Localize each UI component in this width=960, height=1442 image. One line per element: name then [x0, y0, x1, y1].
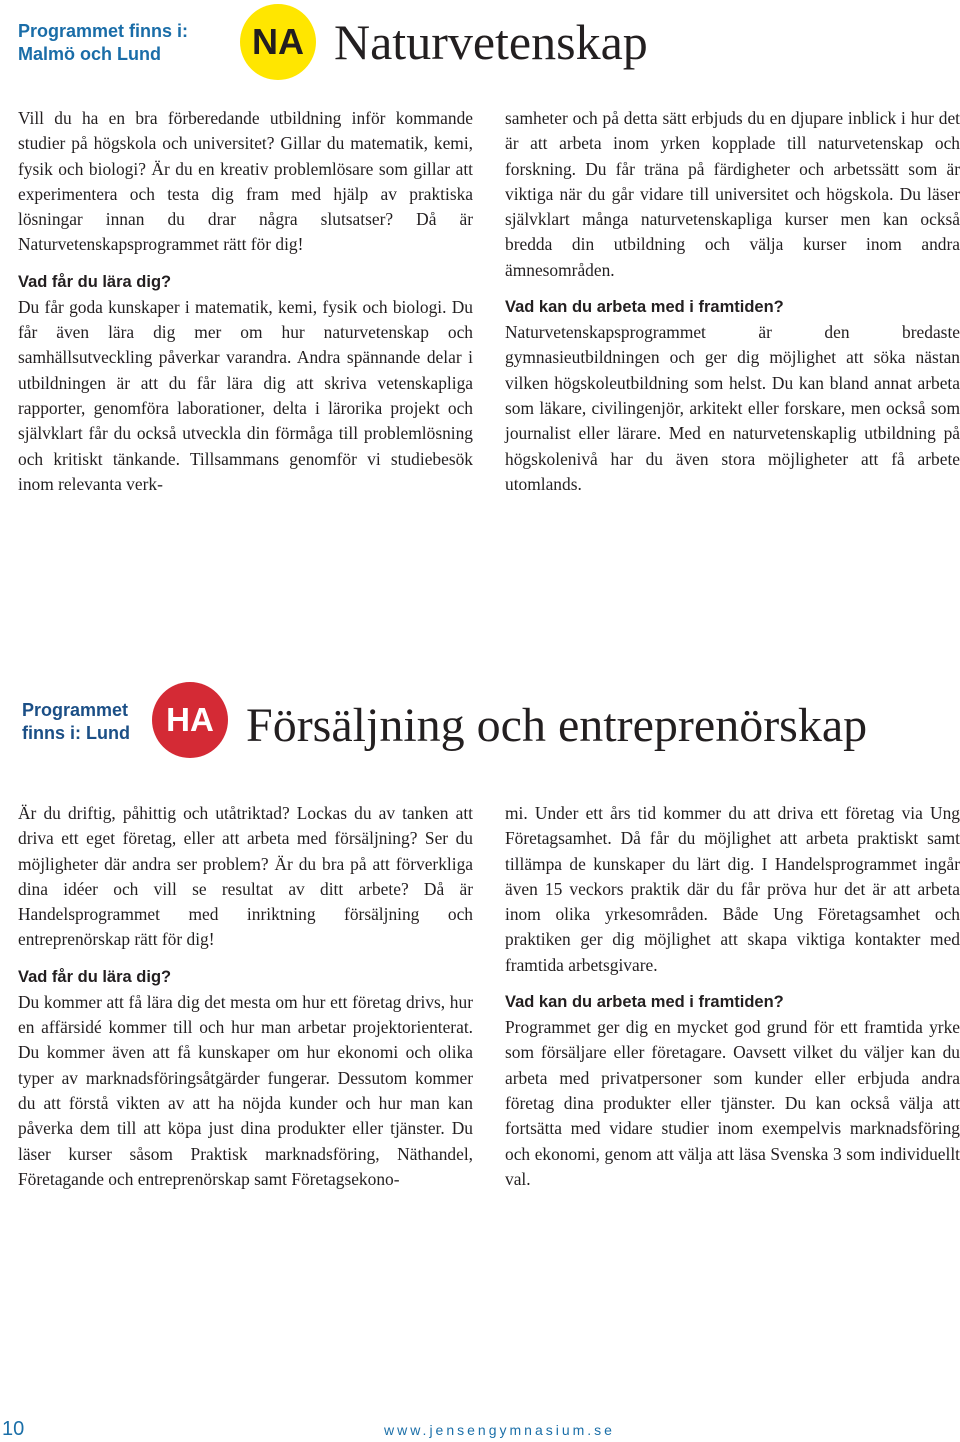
na-right-column	[505, 106, 960, 497]
ha-right-column	[505, 801, 960, 1192]
na-title: Naturvetenskap	[334, 14, 648, 70]
ha-location-line1: Programmet	[22, 700, 129, 720]
page-number: 10	[2, 1418, 25, 1440]
na-learn-heading: Vad får du lära dig?	[18, 272, 172, 291]
ha-left-column	[18, 801, 473, 1192]
na-work-text: Naturvetenskapsprogrammet är den bredaste gymnasieutbildningen och ger dig möjlighet att söka nästan vilken högskoleutbildning som helst. Du kan bland annat arbeta som läkare, civilingenjör, arkitekt eller forskare, men också som journalist eller lärare. Med en naturvetenskaplig utbildning på högskolenivå har du även stora möjligheter att få arbete utomlands.	[505, 322, 960, 494]
ha-learn-heading: Vad får du lära dig?	[18, 967, 172, 986]
ha-title: Försäljning och entreprenörskap	[246, 699, 868, 752]
na-left-column	[18, 106, 473, 497]
ha-badge: HA	[152, 682, 228, 758]
na-location	[18, 20, 188, 66]
na-badge: NA	[240, 4, 316, 80]
na-location-line1: Programmet finns i:	[18, 21, 189, 41]
footer-url[interactable]: www.jensengymnasium.se	[384, 1422, 615, 1438]
na-location-line2: Malmö och Lund	[18, 44, 161, 64]
na-learn-text-right: samheter och på detta sätt erbjuds du en djupare inblick i hur det är att arbeta inom yrken kopplade till naturvetenskap och forskning. Du får träna på färdigheter och arbetssätt som är viktiga när du går vidare till universitet och högskola. Du läser självklart många naturvetenskapliga kurser men kan också bredda din utbildning och välja kurser inom andra ämnesområden.	[505, 108, 960, 280]
ha-work-heading: Vad kan du arbeta med i framtiden?	[505, 993, 784, 1012]
ha-intro: Är du driftig, påhittig och utåtriktad? Lockas du av tanken att driva ett eget företag, eller att arbeta med försäljning? Ser du möjligheter där andra ser problem? Är du bra på att förverkliga dina idéer och vill se resultat av ditt arbete? Då är Handelsprogrammet med inriktning försäljning och entreprenörskap rätt för dig!	[18, 803, 473, 950]
ha-location-line2: finns i: Lund	[22, 723, 130, 743]
na-work-heading: Vad kan du arbeta med i framtiden?	[505, 298, 784, 317]
ha-location	[22, 699, 130, 745]
ha-learn-text-left: Du kommer att få lära dig det mesta om hur ett företag drivs, hur en affärsidé kommer till och hur man arbetar projektorienterat. Du kommer även att få kunskaper om hur ekonomi och olika typer av marknadsföringsåtgärder fungerar. Dessutom kommer du att förstå vikten av att ha nöjda kunder och hur man kan påverka dem till att köpa just dina produkter eller tjänster. Du läser kurser såsom Praktisk marknadsföring, Näthandel, Företagande och entreprenörskap samt Företagsekono-	[18, 991, 473, 1189]
ha-learn-text-right: mi. Under ett års tid kommer du att driva ett företag via Ung Företagsamhet. Då får du möjlighet att arbeta praktiskt samt tillämpa de kunskaper du lärt dig. I Handelsprogrammet ingår även 15 veckors praktik där du får pröva hur det är att arbeta inom olika yrkesområden. Både Ung Företagsamhet och praktiken ger dig möjlighet att skapa viktiga kontakter med framtida arbetsgivare.	[505, 803, 960, 975]
na-intro: Vill du ha en bra förberedande utbildning inför kommande studier på högskola och universitet? Gillar du matematik, kemi, fysik och biologi? Är du en kreativ problemlösare som gillar att experimentera och testa dig fram med hjälp av praktiska lösningar innan du drar några slutsatser? Då är Naturvetenskapsprogrammet rätt för dig!	[18, 108, 473, 255]
na-learn-text-left: Du får goda kunskaper i matematik, kemi, fysik och biologi. Du får även lära dig mer om hur naturvetenskap och samhällsutveckling påverkar varandra. Andra spännande delar i utbildningen är att du får lära dig att skriva vetenskapliga rapporter, genomföra laborationer, delta i lärorika projekt och självklart får du också utveckla din förmåga till problemlösning och kritiskt tänkande. Tillsammans genomför vi studiebesök inom relevanta verk-	[18, 296, 473, 494]
ha-work-text: Programmet ger dig en mycket god grund för ett framtida yrke som försäljare eller företagare. Oavsett vilket du väljer kan du arbeta med privatpersoner som kunder eller erbjuda andra företag dina produkter eller tjänster. Du kan också välja att fortsätta med vidare studier inom exempelvis marknadsföring och ekonomi, genom att välja att läsa Svenska 3 som individuellt val.	[505, 1017, 960, 1189]
